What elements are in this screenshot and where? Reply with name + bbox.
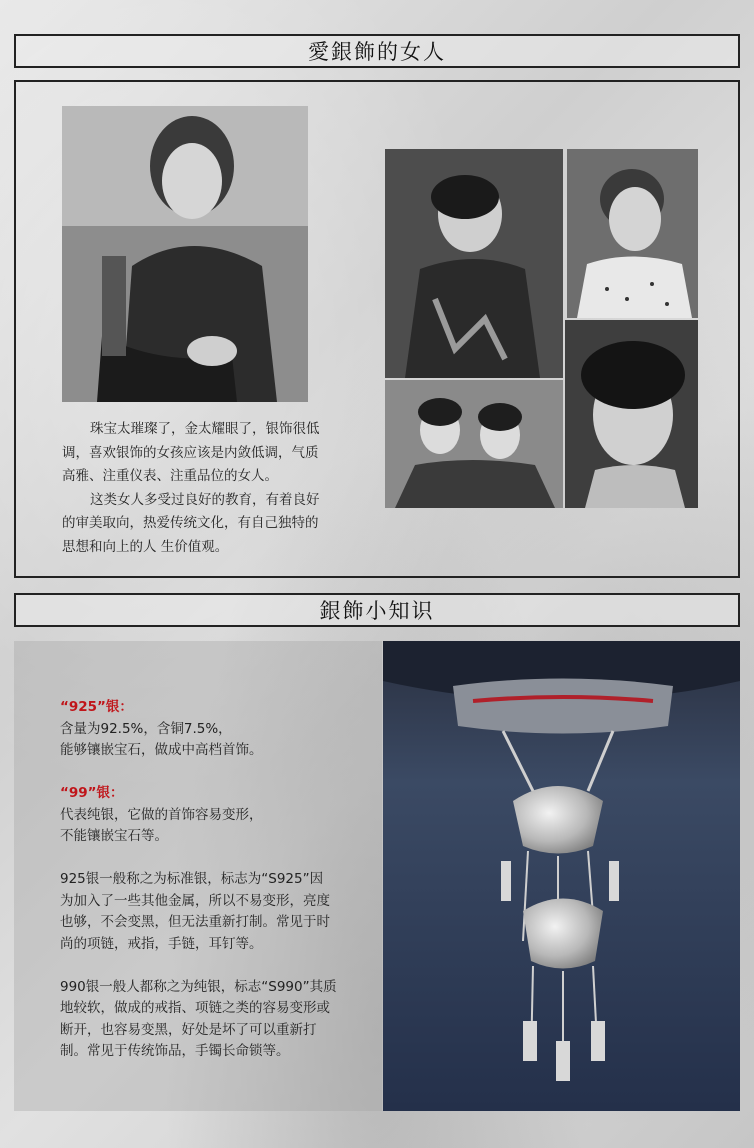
- p990-paragraph: 990银一般人都称之为纯银，标志“S990”其质地较软，做成的戒指、项链之类的容易变形或断开，也容易变黑，好处是坏了可以重新打制。常见于传统饰品，手镯长命锁等。: [60, 978, 337, 1059]
- s925-block: [60, 697, 350, 762]
- knowledge-text: [60, 697, 350, 1084]
- women-description: [62, 418, 322, 559]
- collage-illustration-4: [565, 320, 698, 508]
- section-title-women-text: 愛銀飾的女人: [308, 40, 446, 64]
- collage-illustration-3: [385, 380, 563, 508]
- portrait-photo-elderly-woman: [62, 106, 308, 402]
- women-paragraph-2: 这类女人多受过良好的教育，有着良好的审美取向，热爱传统文化，有自己独特的思想和向上的人 生价值观。: [62, 491, 320, 555]
- s925-heading: “925”银：: [60, 699, 133, 715]
- section-title-knowledge: [14, 593, 740, 627]
- s99-heading: “99”银：: [60, 785, 124, 801]
- section-title-women: [14, 34, 740, 68]
- collage-illustration-1: [385, 149, 563, 378]
- collage-photo-elderly-smiling: [567, 149, 698, 318]
- s99-line-2: 不能镶嵌宝石等。: [60, 828, 168, 844]
- collage-illustration-2: [567, 149, 698, 318]
- p925-paragraph: 925银一般称之为标准银，标志为“S925”因为加入了一些其他金属，所以不易变形，亮度也够，不会变黑，但无法重新打制。常见于时尚的项链，戒指，手链，耳钉等。: [60, 871, 330, 952]
- collage-photo-woman-qipao: [385, 149, 563, 378]
- silver-necklace-photo: [383, 641, 740, 1111]
- collage-photo-two-women: [385, 380, 563, 508]
- s99-block: [60, 783, 350, 848]
- s99-line-1: 代表纯银，它做的首饰容易变形，: [60, 806, 263, 823]
- section-title-knowledge-text: 銀飾小知识: [319, 599, 435, 623]
- s925-line-1: 含量为92.5%，含铜7.5%，: [60, 720, 232, 737]
- portrait-illustration: [62, 106, 308, 402]
- s925-line-2: 能够镶嵌宝石，做成中高档首饰。: [60, 742, 263, 758]
- collage-photo-woman-portrait: [565, 320, 698, 508]
- necklace-illustration: [383, 641, 740, 1111]
- women-paragraph-1: 珠宝太璀璨了，金太耀眼了，银饰很低调，喜欢银饰的女孩应该是内敛低调，气质高雅、注重仪表、注重品位的女人。: [62, 421, 320, 484]
